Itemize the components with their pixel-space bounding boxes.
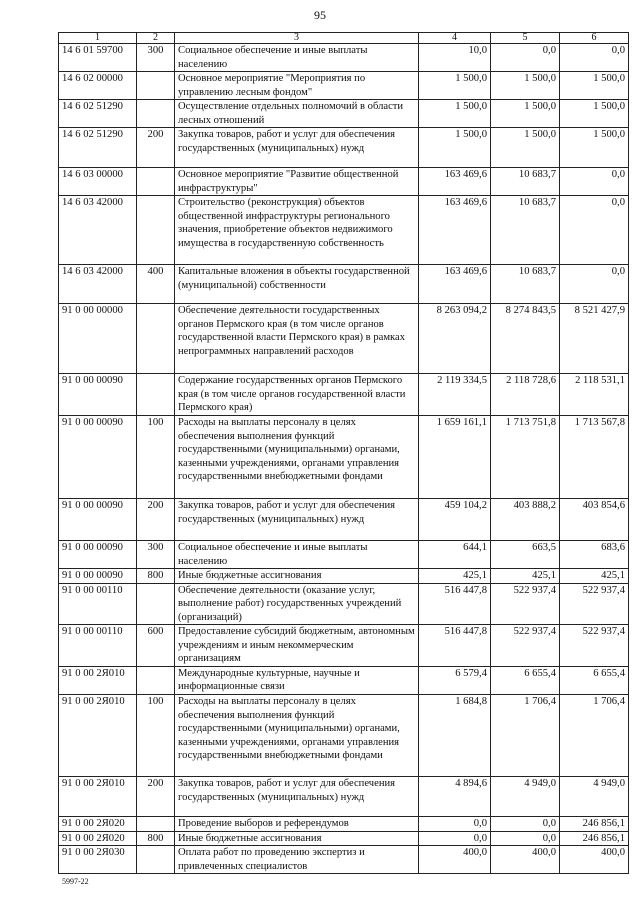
row-code: 14 6 02 00000 bbox=[59, 72, 137, 100]
table-row bbox=[59, 777, 629, 817]
row-code: 91 0 00 00110 bbox=[59, 625, 137, 667]
row-description: Расходы на выплаты персоналу в целях обеспечения выполнения функций государственными (муниципальными) органами, казенными учреждениями, органами управления государственными внебюджетными фондами bbox=[175, 416, 419, 499]
row-amount-2: 522 937,4 bbox=[491, 583, 560, 625]
row-amount-1: 10,0 bbox=[419, 44, 491, 72]
row-amount-1: 2 119 334,5 bbox=[419, 374, 491, 416]
header-col-5: 5 bbox=[491, 33, 560, 44]
row-code: 91 0 00 2Я010 bbox=[59, 777, 137, 817]
row-code: 91 0 00 00090 bbox=[59, 499, 137, 541]
row-description: Капитальные вложения в объекты государственной (муниципальной) собственности bbox=[175, 265, 419, 304]
footer-code: 5997-22 bbox=[62, 877, 89, 886]
row-description: Обеспечение деятельности государственных органов Пермского края (в том числе органов государственной власти Пермского края) в рамках непрограммных направлений расходов bbox=[175, 304, 419, 374]
row-description: Оплата работ по проведению экспертиз и привлеченных специалистов bbox=[175, 846, 419, 874]
row-amount-1: 4 894,6 bbox=[419, 777, 491, 817]
row-amount-3: 2 118 531,1 bbox=[560, 374, 629, 416]
table-row bbox=[59, 569, 629, 584]
row-code: 14 6 02 51290 bbox=[59, 100, 137, 128]
row-amount-3: 1 706,4 bbox=[560, 695, 629, 777]
table-body bbox=[59, 44, 629, 874]
row-amount-2: 10 683,7 bbox=[491, 196, 560, 265]
row-amount-3: 1 500,0 bbox=[560, 72, 629, 100]
row-amount-1: 1 500,0 bbox=[419, 72, 491, 100]
table-row bbox=[59, 72, 629, 100]
row-amount-1: 8 263 094,2 bbox=[419, 304, 491, 374]
table-row bbox=[59, 831, 629, 846]
row-code: 14 6 03 00000 bbox=[59, 168, 137, 196]
row-code: 91 0 00 00090 bbox=[59, 541, 137, 569]
row-type: 200 bbox=[137, 128, 175, 168]
row-description: Социальное обеспечение и иные выплаты населению bbox=[175, 541, 419, 569]
table-row bbox=[59, 695, 629, 777]
row-amount-1: 1 500,0 bbox=[419, 100, 491, 128]
row-amount-2: 1 500,0 bbox=[491, 128, 560, 168]
row-type bbox=[137, 374, 175, 416]
row-description: Основное мероприятие "Развитие общественной инфраструктуры" bbox=[175, 168, 419, 196]
header-col-6: 6 bbox=[560, 33, 629, 44]
row-amount-3: 4 949,0 bbox=[560, 777, 629, 817]
row-type bbox=[137, 168, 175, 196]
row-amount-3: 522 937,4 bbox=[560, 625, 629, 667]
row-amount-3: 0,0 bbox=[560, 168, 629, 196]
row-description: Расходы на выплаты персоналу в целях обеспечения выполнения функций государственными (муниципальными) органами, казенными учреждениями, органами управления государственными внебюджетными фондами bbox=[175, 695, 419, 777]
row-amount-3: 246 856,1 bbox=[560, 831, 629, 846]
row-amount-3: 6 655,4 bbox=[560, 666, 629, 694]
row-amount-3: 403 854,6 bbox=[560, 499, 629, 541]
row-amount-2: 1 706,4 bbox=[491, 695, 560, 777]
row-amount-2: 1 500,0 bbox=[491, 72, 560, 100]
row-amount-1: 425,1 bbox=[419, 569, 491, 584]
row-code: 91 0 00 2Я020 bbox=[59, 831, 137, 846]
table-row bbox=[59, 541, 629, 569]
header-col-2: 2 bbox=[137, 33, 175, 44]
row-code: 14 6 01 59700 bbox=[59, 44, 137, 72]
row-type bbox=[137, 817, 175, 832]
row-code: 91 0 00 00090 bbox=[59, 569, 137, 584]
row-amount-2: 0,0 bbox=[491, 817, 560, 832]
table-row bbox=[59, 499, 629, 541]
header-row bbox=[59, 33, 629, 44]
row-description: Осуществление отдельных полномочий в области лесных отношений bbox=[175, 100, 419, 128]
table-row bbox=[59, 100, 629, 128]
row-amount-1: 516 447,8 bbox=[419, 583, 491, 625]
row-code: 91 0 00 00000 bbox=[59, 304, 137, 374]
row-amount-3: 246 856,1 bbox=[560, 817, 629, 832]
row-type bbox=[137, 72, 175, 100]
table-row bbox=[59, 625, 629, 667]
page-number: 95 bbox=[314, 8, 326, 22]
row-amount-3: 8 521 427,9 bbox=[560, 304, 629, 374]
row-code: 91 0 00 2Я010 bbox=[59, 666, 137, 694]
table-row bbox=[59, 304, 629, 374]
row-amount-1: 1 684,8 bbox=[419, 695, 491, 777]
row-code: 91 0 00 00090 bbox=[59, 416, 137, 499]
row-amount-1: 163 469,6 bbox=[419, 168, 491, 196]
row-amount-2: 2 118 728,6 bbox=[491, 374, 560, 416]
row-description: Строительство (реконструкция) объектов общественной инфраструктуры регионального значения, приобретение объектов недвижимого имущества в государственную собственность bbox=[175, 196, 419, 265]
row-code: 91 0 00 2Я020 bbox=[59, 817, 137, 832]
header-col-4: 4 bbox=[419, 33, 491, 44]
row-amount-3: 400,0 bbox=[560, 846, 629, 874]
row-amount-3: 1 500,0 bbox=[560, 128, 629, 168]
row-description: Обеспечение деятельности (оказание услуг, выполнение работ) государственных учреждений (организаций) bbox=[175, 583, 419, 625]
table-row bbox=[59, 416, 629, 499]
row-code: 91 0 00 00090 bbox=[59, 374, 137, 416]
table-row bbox=[59, 846, 629, 874]
row-amount-2: 0,0 bbox=[491, 831, 560, 846]
row-description: Иные бюджетные ассигнования bbox=[175, 831, 419, 846]
row-description: Закупка товаров, работ и услуг для обеспечения государственных (муниципальных) нужд bbox=[175, 128, 419, 168]
table-row bbox=[59, 666, 629, 694]
row-amount-2: 6 655,4 bbox=[491, 666, 560, 694]
row-amount-1: 644,1 bbox=[419, 541, 491, 569]
row-description: Социальное обеспечение и иные выплаты населению bbox=[175, 44, 419, 72]
row-type: 200 bbox=[137, 499, 175, 541]
row-amount-1: 0,0 bbox=[419, 831, 491, 846]
row-type: 600 bbox=[137, 625, 175, 667]
row-amount-3: 683,6 bbox=[560, 541, 629, 569]
table-row bbox=[59, 128, 629, 168]
row-amount-2: 0,0 bbox=[491, 44, 560, 72]
row-amount-2: 8 274 843,5 bbox=[491, 304, 560, 374]
row-amount-3: 0,0 bbox=[560, 196, 629, 265]
row-type bbox=[137, 100, 175, 128]
row-type: 300 bbox=[137, 541, 175, 569]
row-description: Международные культурные, научные и информационные связи bbox=[175, 666, 419, 694]
row-type bbox=[137, 196, 175, 265]
row-amount-3: 1 713 567,8 bbox=[560, 416, 629, 499]
row-amount-1: 6 579,4 bbox=[419, 666, 491, 694]
row-type: 200 bbox=[137, 777, 175, 817]
row-code: 91 0 00 2Я030 bbox=[59, 846, 137, 874]
row-code: 14 6 02 51290 bbox=[59, 128, 137, 168]
table-row bbox=[59, 168, 629, 196]
row-type bbox=[137, 583, 175, 625]
row-amount-1: 0,0 bbox=[419, 817, 491, 832]
row-amount-3: 0,0 bbox=[560, 44, 629, 72]
row-code: 91 0 00 2Я010 bbox=[59, 695, 137, 777]
row-description: Иные бюджетные ассигнования bbox=[175, 569, 419, 584]
row-amount-2: 10 683,7 bbox=[491, 168, 560, 196]
row-amount-1: 459 104,2 bbox=[419, 499, 491, 541]
row-code: 14 6 03 42000 bbox=[59, 196, 137, 265]
row-type: 400 bbox=[137, 265, 175, 304]
row-amount-1: 516 447,8 bbox=[419, 625, 491, 667]
row-amount-2: 4 949,0 bbox=[491, 777, 560, 817]
row-amount-2: 522 937,4 bbox=[491, 625, 560, 667]
row-type: 800 bbox=[137, 569, 175, 584]
row-amount-2: 1 500,0 bbox=[491, 100, 560, 128]
row-description: Предоставление субсидий бюджетным, автономным учреждениям и иным некоммерческим организациям bbox=[175, 625, 419, 667]
table-row bbox=[59, 196, 629, 265]
row-amount-3: 425,1 bbox=[560, 569, 629, 584]
row-type bbox=[137, 846, 175, 874]
row-amount-2: 663,5 bbox=[491, 541, 560, 569]
row-amount-2: 403 888,2 bbox=[491, 499, 560, 541]
row-type: 100 bbox=[137, 416, 175, 499]
row-amount-3: 0,0 bbox=[560, 265, 629, 304]
budget-table bbox=[58, 32, 629, 874]
table-row bbox=[59, 44, 629, 72]
row-type: 800 bbox=[137, 831, 175, 846]
table-row bbox=[59, 817, 629, 832]
row-type: 100 bbox=[137, 695, 175, 777]
table-row bbox=[59, 374, 629, 416]
row-type bbox=[137, 666, 175, 694]
header-col-1: 1 bbox=[59, 33, 137, 44]
row-code: 91 0 00 00110 bbox=[59, 583, 137, 625]
row-description: Проведение выборов и референдумов bbox=[175, 817, 419, 832]
header-col-3: 3 bbox=[175, 33, 419, 44]
row-description: Закупка товаров, работ и услуг для обеспечения государственных (муниципальных) нужд bbox=[175, 499, 419, 541]
row-description: Содержание государственных органов Пермского края (в том числе органов государственной власти Пермского края) bbox=[175, 374, 419, 416]
row-amount-3: 1 500,0 bbox=[560, 100, 629, 128]
row-description: Закупка товаров, работ и услуг для обеспечения государственных (муниципальных) нужд bbox=[175, 777, 419, 817]
row-type: 300 bbox=[137, 44, 175, 72]
table-row bbox=[59, 583, 629, 625]
row-amount-1: 163 469,6 bbox=[419, 265, 491, 304]
row-amount-2: 10 683,7 bbox=[491, 265, 560, 304]
row-amount-1: 1 659 161,1 bbox=[419, 416, 491, 499]
row-amount-2: 425,1 bbox=[491, 569, 560, 584]
row-amount-1: 1 500,0 bbox=[419, 128, 491, 168]
row-amount-3: 522 937,4 bbox=[560, 583, 629, 625]
row-amount-2: 400,0 bbox=[491, 846, 560, 874]
row-code: 14 6 03 42000 bbox=[59, 265, 137, 304]
row-description: Основное мероприятие "Мероприятия по управлению лесным фондом" bbox=[175, 72, 419, 100]
row-amount-1: 163 469,6 bbox=[419, 196, 491, 265]
row-amount-1: 400,0 bbox=[419, 846, 491, 874]
row-amount-2: 1 713 751,8 bbox=[491, 416, 560, 499]
row-type bbox=[137, 304, 175, 374]
table-row bbox=[59, 265, 629, 304]
